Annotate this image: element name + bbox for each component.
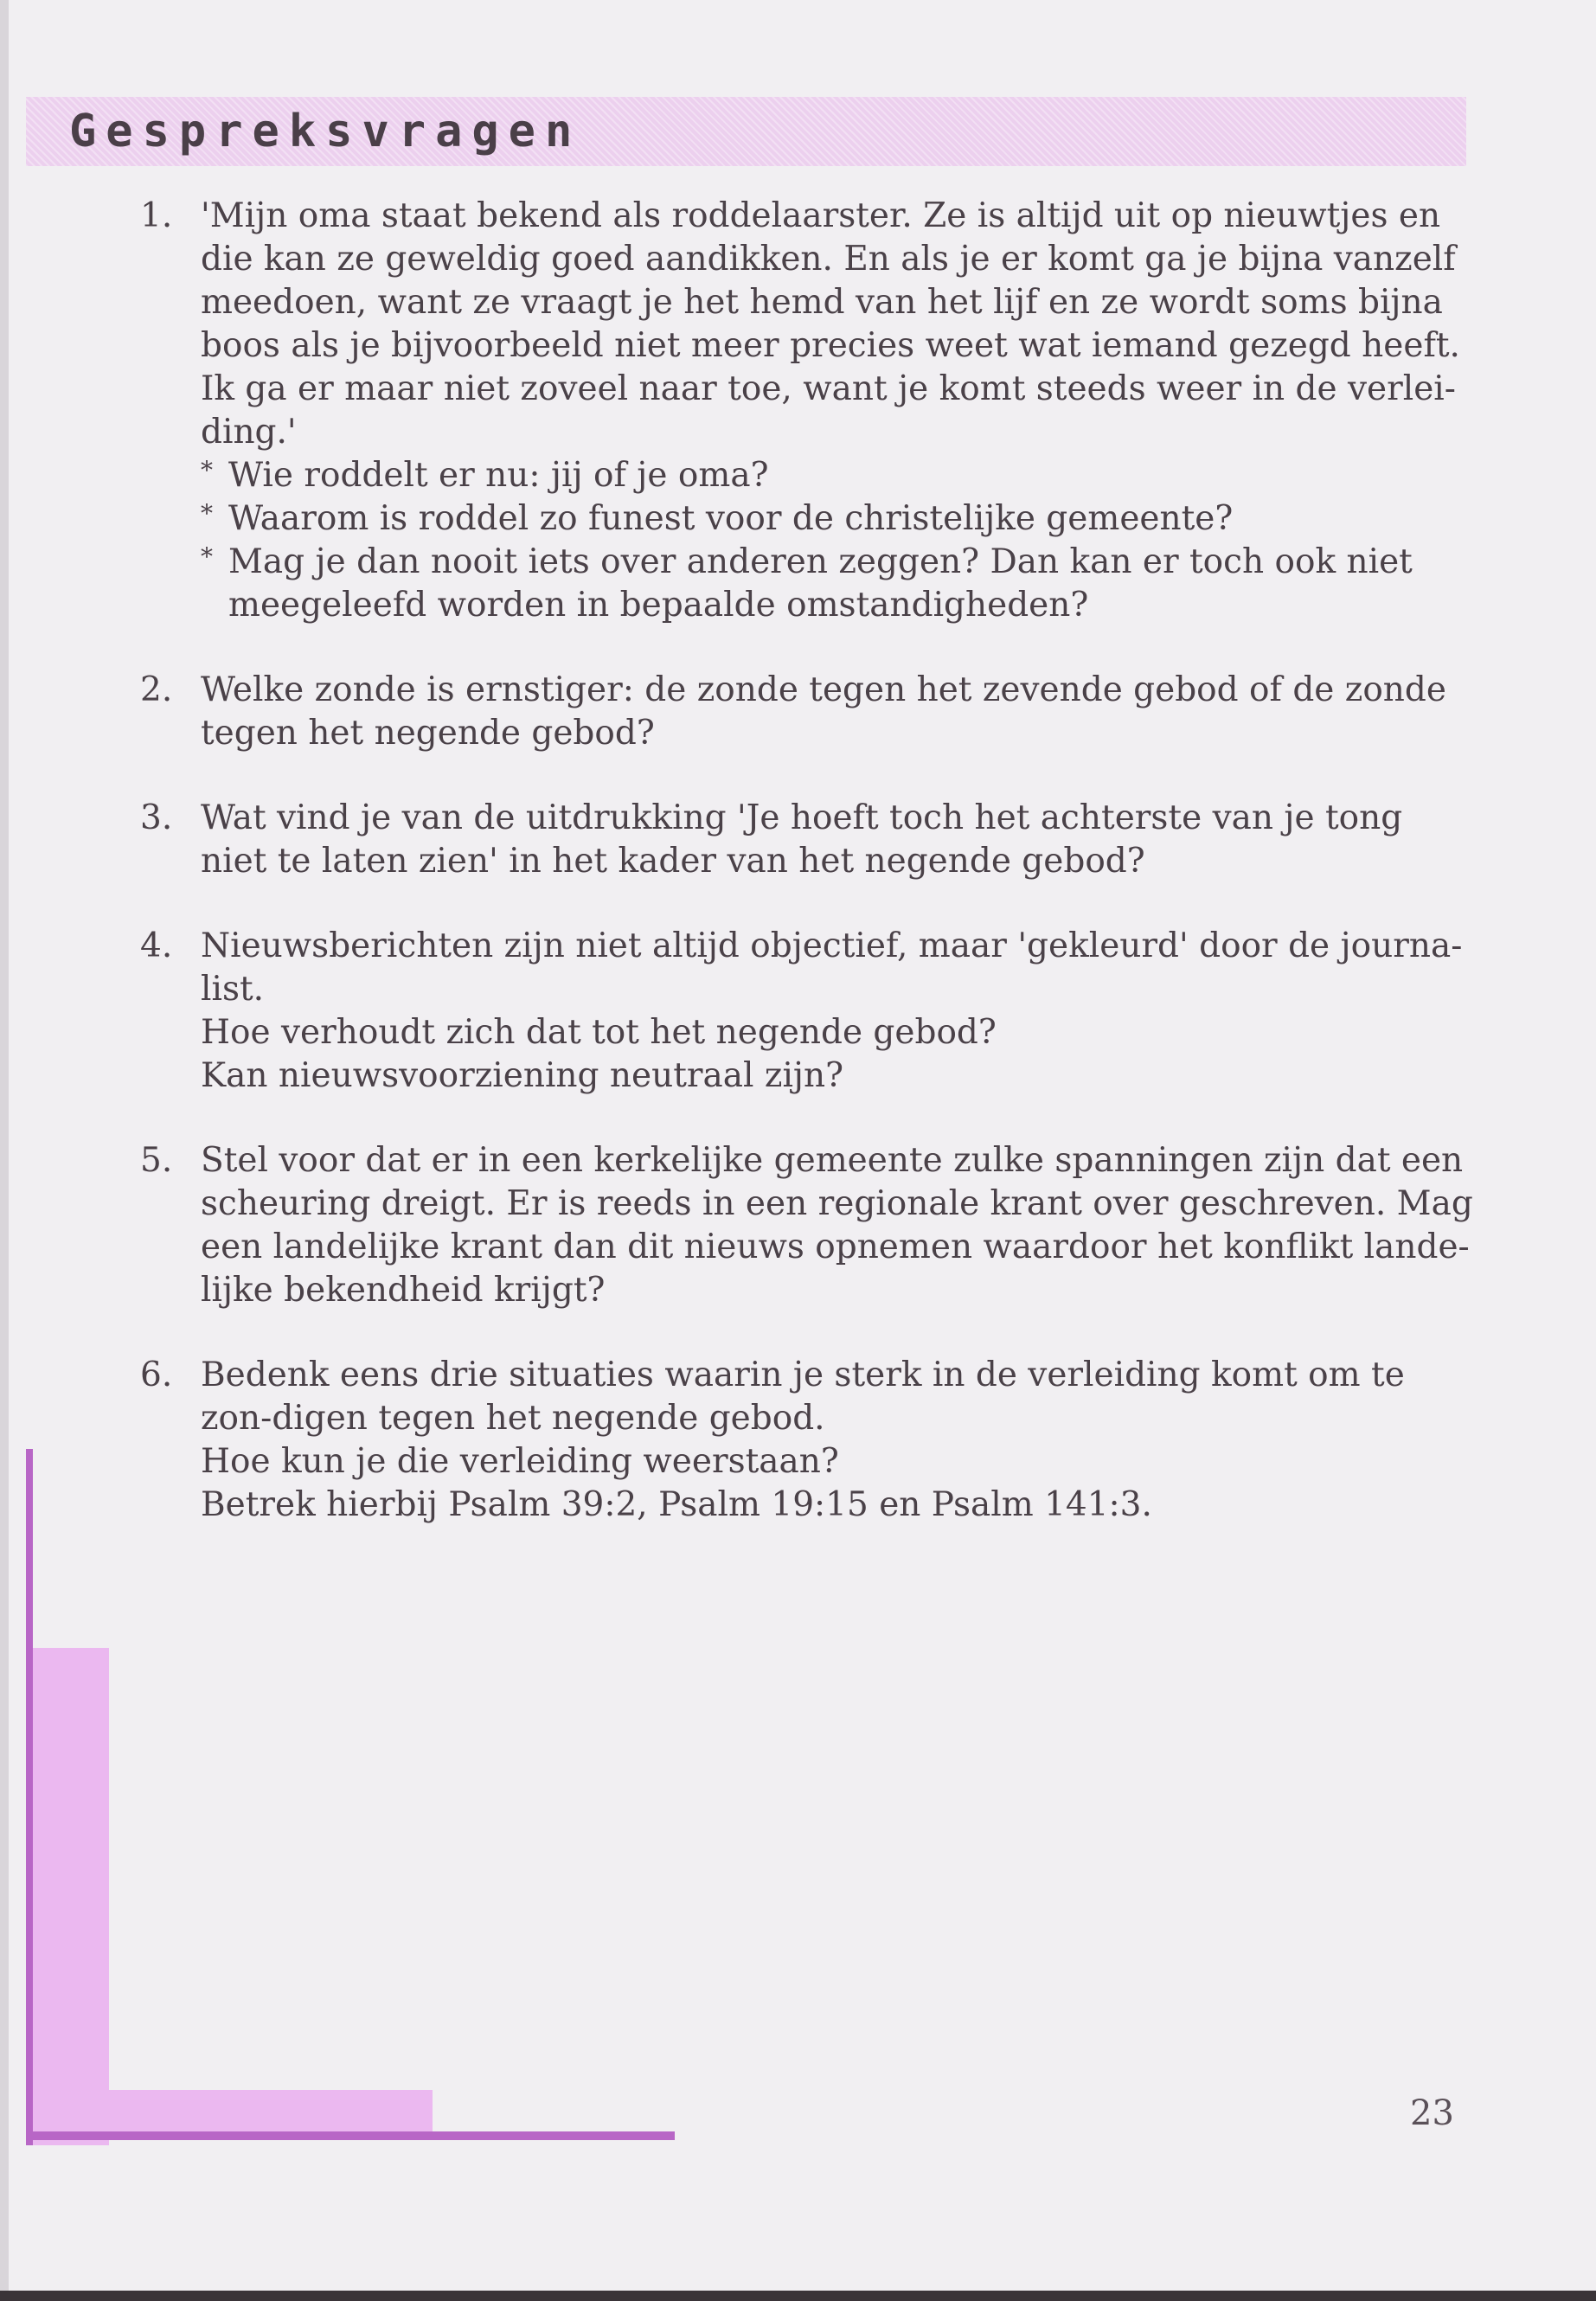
question-text: Wat vind je van de uitdrukking 'Je hoeft toch het achterste van je tong niet te laten zien' in het kader van het negende gebod? [201, 798, 1403, 881]
question-number: 2. [140, 670, 173, 709]
question-line: Hoe kun je die verleiding weerstaan? [201, 1442, 839, 1481]
question-1 [0, 195, 1596, 627]
page-number: 23 [1410, 2093, 1454, 2133]
question-number: 5. [140, 1141, 173, 1180]
page-title: Gespreksvragen [69, 106, 582, 157]
decorative-vertical-bar [26, 1449, 33, 2145]
decorative-horizontal-bar [26, 2131, 675, 2140]
sub-question: * Wie roddelt er nu: jij of je oma? [201, 454, 1475, 497]
question-text: Stel voor dat er in een kerkelijke gemeente zulke spanningen zijn dat een scheuring dreigt. Er is reeds in een regionale krant over geschreven. Mag een landelijke krant dan dit nieuws opnemen waardoor het konflikt lande-lijke bekendheid krijgt? [201, 1141, 1473, 1310]
question-line: Bedenk eens drie situaties waarin je sterk in de verleiding komt om te zon-digen tegen het negende gebod. [201, 1356, 1405, 1438]
question-3 [0, 797, 1596, 883]
question-line: Nieuwsberichten zijn niet altijd objectief, maar 'gekleurd' door de journa-list. [201, 926, 1463, 1009]
question-line: Hoe verhoudt zich dat tot het negende gebod? [201, 1013, 997, 1052]
page-bottom-edge [0, 2291, 1596, 2301]
question-number: 4. [140, 926, 173, 965]
question-number: 1. [140, 196, 173, 235]
question-line: Kan nieuwsvoorziening neutraal zijn? [201, 1056, 844, 1095]
question-list [0, 195, 1596, 1527]
question-5 [0, 1139, 1596, 1312]
question-text: 'Mijn oma staat bekend als roddelaarster. Ze is altijd uit op nieuwtjes en die kan ze geweldig goed aandikken. En als je er komt ga je bijna vanzelf meedoen, want ze vraagt je het hemd van het lijf en ze wordt soms bijna boos als je bijvoorbeeld niet meer precies weet wat iemand gezegd heeft. Ik ga er maar niet zoveel naar toe, want je komt steeds weer in de verlei-ding.' [201, 196, 1460, 452]
question-4 [0, 925, 1596, 1098]
sub-question: * Waarom is roddel zo funest voor de christelijke gemeente? [201, 497, 1475, 541]
sub-question-list [201, 454, 1475, 627]
question-text [201, 925, 1475, 1098]
decorative-vertical-block [33, 1648, 109, 2145]
question-text [201, 1354, 1475, 1527]
sub-question: * Mag je dan nooit iets over anderen zeggen? Dan kan er toch ook niet meegeleefd worden in bepaalde omstandigheden? [201, 541, 1475, 627]
question-number: 6. [140, 1356, 173, 1394]
question-6 [0, 1354, 1596, 1527]
question-text: Welke zonde is ernstiger: de zonde tegen het zevende gebod of de zonde tegen het negende gebod? [201, 670, 1446, 753]
question-2 [0, 669, 1596, 755]
question-number: 3. [140, 798, 173, 837]
decorative-horizontal-block [33, 2090, 433, 2131]
question-line: Betrek hierbij Psalm 39:2, Psalm 19:15 en Psalm 141:3. [201, 1485, 1152, 1524]
